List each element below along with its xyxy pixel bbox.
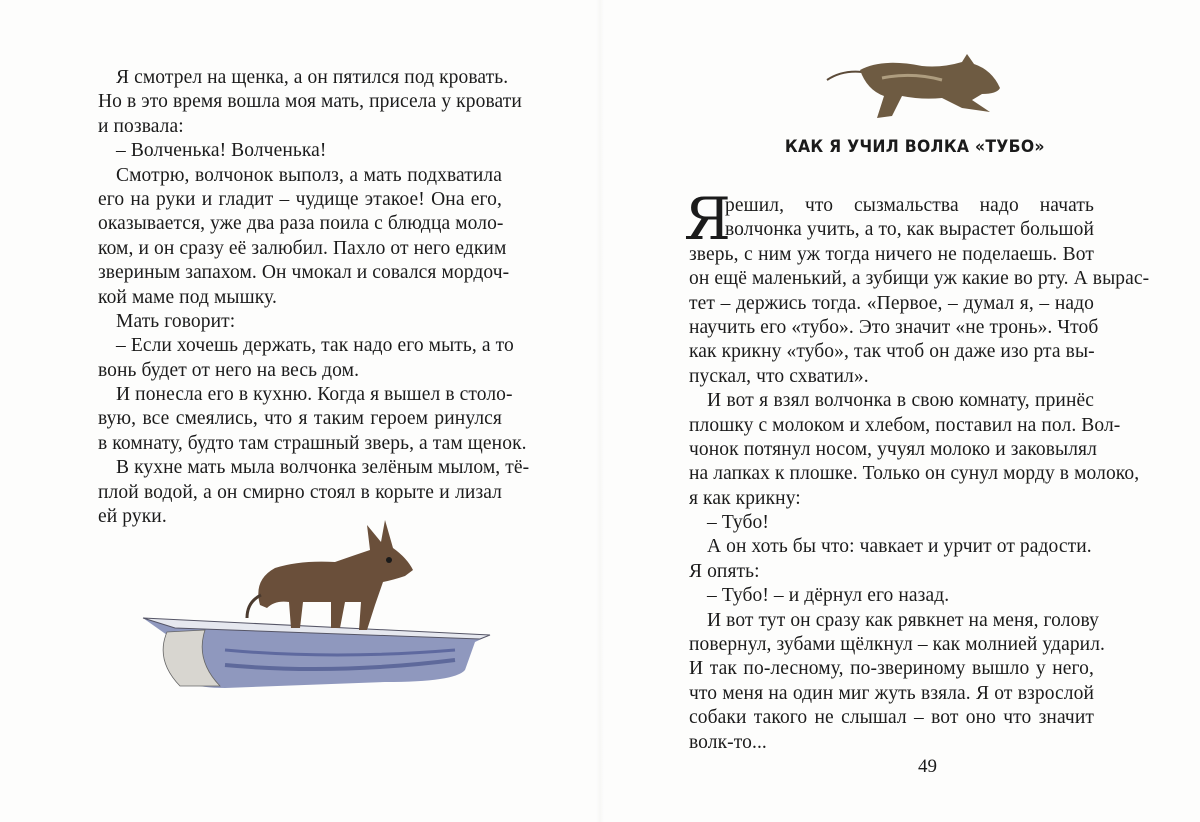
text-line: я как крикну: [689, 487, 801, 509]
text-line: ком, и он сразу её залюбил. Пахло от него едким [98, 237, 507, 259]
wolf-cub-in-washtub-illustration [135, 510, 505, 700]
page-number: 49 [918, 756, 937, 777]
text-line: звериным запахом. Он чмокал и совался мордоч- [98, 262, 510, 284]
text-line: вую, все смеялись, что я таким героем ринулся [98, 408, 502, 430]
right-page-text [689, 194, 1150, 755]
text-line: И так по-лесному, по-звериному вышло у него, [689, 658, 1094, 680]
text-line: В кухне мать мыла волчонка зелёным мылом, тё- [116, 457, 530, 479]
text-line: ей руки. [98, 506, 167, 528]
text-line: Смотрю, волчонок выполз, а мать подхватила [116, 164, 502, 186]
text-line: повернул, зубами щёлкнул – как молнией ударил. [689, 634, 1106, 656]
text-line: пускал, что схватил». [689, 365, 869, 387]
text-line: – Волченька! Волченька! [116, 140, 327, 162]
text-line: решил, что сызмальства надо начать [725, 195, 1094, 216]
text-line: зверь, с ним уж тогда ничего не поделаешь. Вот [689, 243, 1094, 265]
right-page [600, 0, 1200, 822]
text-line: оказывается, уже два раза поила с блюдца моло- [98, 213, 504, 235]
text-line: тет – держись тогда. «Первое, – думал я, – надо [689, 292, 1094, 314]
text-line: волчонка учить, а то, как вырастет большой [725, 219, 1095, 241]
text-line: И понесла его в кухню. Когда я вышел в столо- [116, 384, 513, 406]
drop-cap: Я [684, 185, 731, 253]
text-line: он ещё маленький, а зубищи уж какие во рту. А вырас- [689, 268, 1150, 290]
text-line: И вот тут он сразу как рявкнет на меня, голову [707, 609, 1099, 631]
text-line: Я опять: [689, 560, 760, 582]
text-line: – Тубо! [707, 512, 769, 534]
text-line: волк-то... [689, 731, 767, 753]
text-line: кой маме под мышку. [98, 286, 277, 308]
text-line: в комнату, будто там страшный зверь, а там щенок. [98, 432, 527, 454]
left-page-text [98, 66, 530, 529]
text-line: Я смотрел на щенка, а он пятился под кровать. [116, 67, 509, 88]
text-line: на лапках к плошке. Только он сунул морду в молоко, [689, 463, 1140, 485]
text-line: что меня на один миг жуть взяла. Я от взрослой [689, 682, 1094, 704]
text-line: плой водой, а он смирно стоял в корыте и лизал [98, 481, 502, 503]
text-line: вонь будет от него на весь дом. [98, 359, 360, 381]
text-line: чонок потянул носом, учуял молоко и заковылял [689, 438, 1097, 460]
wolf-cub-crouching-illustration [822, 50, 1022, 130]
text-line: его на руки и гладит – чудище этакое! Она его, [98, 188, 502, 210]
text-line: Мать говорит: [116, 310, 236, 332]
text-line: И вот я взял волчонка в свою комнату, принёс [707, 390, 1094, 412]
text-line: Но в это время вошла моя мать, присела у кровати [98, 91, 522, 113]
text-line: научить его «тубо». Это значит «не тронь». Чтоб [689, 316, 1099, 338]
text-line: плошку с молоком и хлебом, поставил на пол. Вол- [689, 414, 1121, 436]
text-line: собаки такого не слышал – вот оно что значит [689, 707, 1094, 729]
text-line: и позвала: [98, 115, 184, 137]
text-line: – Тубо! – и дёрнул его назад. [707, 585, 950, 607]
text-line: как крикну «тубо», так чтоб он даже изо рта вы- [689, 341, 1095, 363]
chapter-title: КАК Я УЧИЛ ВОЛКА «ТУБО» [784, 137, 1045, 157]
text-line: – Если хочешь держать, так надо его мыть, а то [116, 335, 514, 357]
text-line: А он хоть бы что: чавкает и урчит от радости. [707, 536, 1092, 558]
